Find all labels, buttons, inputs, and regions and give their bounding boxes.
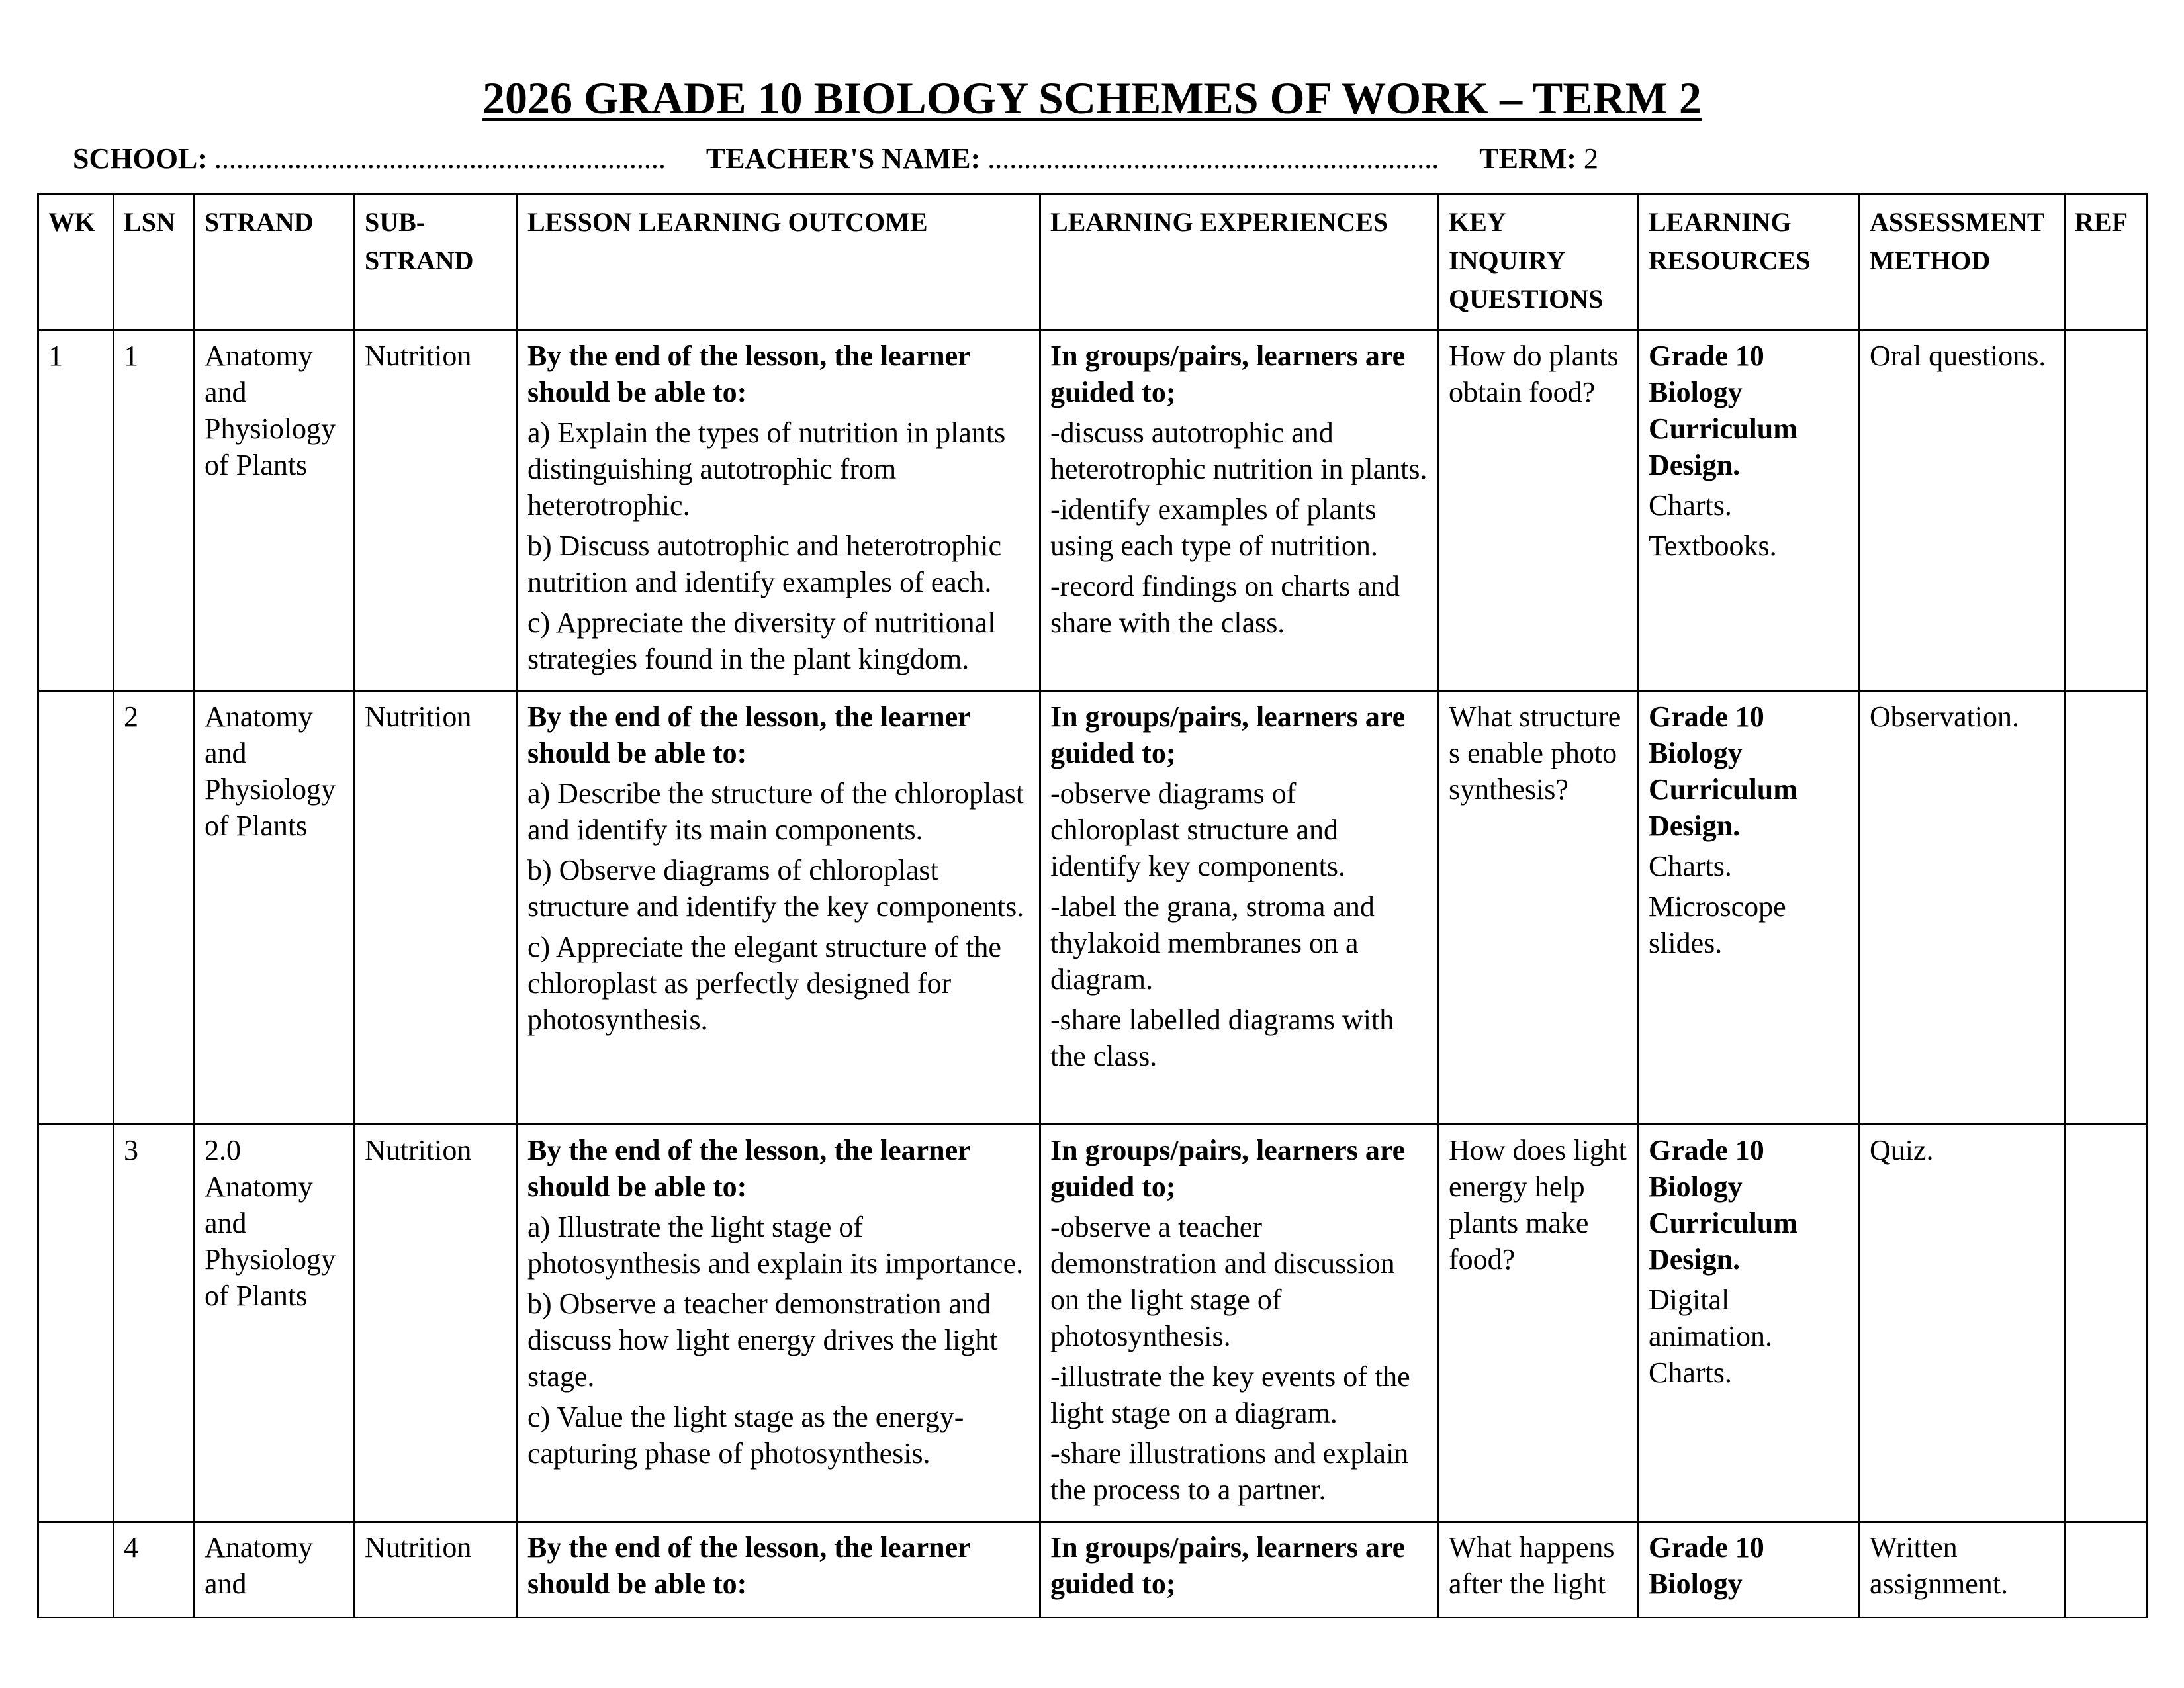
header-lsn: LSN (114, 195, 195, 330)
resource-main: Grade 10 Biology Curriculum Design. (1649, 700, 1797, 842)
cell-lsn: 4 (114, 1522, 195, 1618)
header-experiences: LEARNING EXPERIENCES (1040, 195, 1439, 330)
cell-sub-strand: Nutrition (355, 691, 518, 1125)
term-value: 2 (1583, 142, 1598, 175)
experience-item: -share labelled diagrams with the class. (1050, 1004, 1394, 1072)
resource-item: Microscope slides. (1649, 890, 1786, 959)
header-resources: LEARNING RESOURCES (1639, 195, 1860, 330)
header-ref: REF (2065, 195, 2147, 330)
header-outcome: LESSON LEARNING OUTCOME (518, 195, 1040, 330)
outcome-a: a) Illustrate the light stage of photosynthesis and explain its importance. (527, 1211, 1024, 1280)
cell-question: How does light energy help plants make food? (1439, 1125, 1639, 1522)
resource-item: Charts. (1649, 1356, 1732, 1389)
cell-lsn: 1 (114, 330, 195, 691)
cell-assessment: Written assignment. (1860, 1522, 2065, 1618)
cell-ref (2065, 330, 2147, 691)
cell-ref (2065, 691, 2147, 1125)
cell-sub-strand: Nutrition (355, 1125, 518, 1522)
experiences-intro: In groups/pairs, learners are guided to; (1050, 340, 1406, 408)
table-header-row (38, 195, 2147, 330)
cell-ref (2065, 1125, 2147, 1522)
outcome-c: c) Appreciate the elegant structure of the chloroplast as perfectly designed for photosynthesis. (527, 931, 1001, 1036)
cell-outcome (518, 1522, 1040, 1618)
cell-resources (1639, 1522, 1860, 1618)
experience-item: -observe a teacher demonstration and discussion on the light stage of photosynthesis. (1050, 1211, 1395, 1352)
experience-item: -record findings on charts and share with the class. (1050, 570, 1400, 639)
cell-question: What structures enable photosynthesis? (1439, 691, 1639, 1125)
outcome-a: a) Explain the types of nutrition in plants distinguishing autotrophic from heterotrophic. (527, 416, 1006, 522)
cell-question: What happens after the light (1439, 1522, 1639, 1618)
resource-item: Charts. (1649, 489, 1732, 522)
table-row (38, 330, 2147, 691)
cell-outcome (518, 1125, 1040, 1522)
resource-main: Grade 10 Biology (1649, 1531, 1764, 1600)
experience-item: -illustrate the key events of the light stage on a diagram. (1050, 1360, 1410, 1429)
outcome-c: c) Appreciate the diversity of nutritional strategies found in the plant kingdom. (527, 606, 996, 675)
cell-wk (38, 1125, 114, 1522)
cell-strand: Anatomy and (195, 1522, 355, 1618)
cell-wk (38, 1522, 114, 1618)
school-label: SCHOOL: (73, 142, 207, 175)
header-assessment: ASSESSMENT METHOD (1860, 195, 2065, 330)
cell-lsn: 2 (114, 691, 195, 1125)
outcome-intro: By the end of the lesson, the learner should be able to: (527, 700, 970, 769)
experience-item: -observe diagrams of chloroplast structure and identify key components. (1050, 777, 1346, 882)
cell-experiences (1040, 1125, 1439, 1522)
cell-wk (38, 691, 114, 1125)
experiences-intro: In groups/pairs, learners are guided to; (1050, 1531, 1406, 1600)
header-wk: WK (38, 195, 114, 330)
cell-question: How do plants obtain food? (1439, 330, 1639, 691)
outcome-intro: By the end of the lesson, the learner should be able to: (527, 1134, 970, 1203)
cell-assessment: Oral questions. (1860, 330, 2065, 691)
outcome-b: b) Observe a teacher demonstration and discuss how light energy drives the light stage. (527, 1288, 998, 1393)
header-strand: STRAND (195, 195, 355, 330)
outcome-intro: By the end of the lesson, the learner should be able to: (527, 1531, 970, 1600)
cell-resources (1639, 1125, 1860, 1522)
experience-item: -discuss autotrophic and heterotrophic nutrition in plants. (1050, 416, 1428, 485)
header-questions: KEY INQUIRY QUESTIONS (1439, 195, 1639, 330)
experiences-intro: In groups/pairs, learners are guided to; (1050, 1134, 1406, 1203)
header-sub-strand: SUB-STRAND (355, 195, 518, 330)
cell-resources (1639, 691, 1860, 1125)
resource-item: Charts. (1649, 850, 1732, 882)
table-row (38, 1125, 2147, 1522)
experience-item: -share illustrations and explain the process to a partner. (1050, 1437, 1409, 1506)
cell-strand: Anatomy and Physiology of Plants (195, 691, 355, 1125)
cell-strand: Anatomy and Physiology of Plants (195, 330, 355, 691)
outcome-intro: By the end of the lesson, the learner should be able to: (527, 340, 970, 408)
term-label: TERM: (1479, 142, 1576, 175)
page-title: 2026 GRADE 10 BIOLOGY SCHEMES OF WORK – TERM 2 (482, 73, 1702, 123)
cell-sub-strand: Nutrition (355, 330, 518, 691)
resource-main: Grade 10 Biology Curriculum Design. (1649, 1134, 1797, 1276)
table-row (38, 1522, 2147, 1618)
experience-item: -label the grana, stroma and thylakoid membranes on a diagram. (1050, 890, 1375, 996)
outcome-c: c) Value the light stage as the energy-capturing phase of photosynthesis. (527, 1401, 964, 1470)
cell-experiences (1040, 691, 1439, 1125)
teacher-name-label: TEACHER'S NAME: (705, 142, 981, 175)
cell-ref (2065, 1522, 2147, 1618)
cell-resources (1639, 330, 1860, 691)
outcome-b: b) Observe diagrams of chloroplast structure and identify the key components. (527, 854, 1024, 923)
school-field[interactable]: .............................................................. (214, 142, 666, 175)
schemes-of-work-table (37, 193, 2148, 1618)
experiences-intro: In groups/pairs, learners are guided to; (1050, 700, 1406, 769)
cell-lsn: 3 (114, 1125, 195, 1522)
resource-item: Digital animation. (1649, 1284, 1772, 1352)
teacher-name-field[interactable]: .............................................................. (987, 142, 1439, 175)
outcome-a: a) Describe the structure of the chloroplast and identify its main components. (527, 777, 1024, 846)
outcome-b: b) Discuss autotrophic and heterotrophic nutrition and identify examples of each. (527, 530, 1002, 598)
cell-assessment: Quiz. (1860, 1125, 2065, 1522)
cell-assessment: Observation. (1860, 691, 2065, 1125)
resource-main: Grade 10 Biology Curriculum Design. (1649, 340, 1797, 481)
cell-outcome (518, 330, 1040, 691)
cell-experiences (1040, 1522, 1439, 1618)
cell-strand: 2.0 Anatomy and Physiology of Plants (195, 1125, 355, 1522)
resource-item: Textbooks. (1649, 530, 1777, 562)
cell-experiences (1040, 330, 1439, 691)
table-row (38, 691, 2147, 1125)
cell-sub-strand: Nutrition (355, 1522, 518, 1618)
experience-item: -identify examples of plants using each type of nutrition. (1050, 493, 1378, 562)
cell-outcome (518, 691, 1040, 1125)
cell-wk: 1 (38, 330, 114, 691)
header-meta-line (73, 140, 1598, 177)
